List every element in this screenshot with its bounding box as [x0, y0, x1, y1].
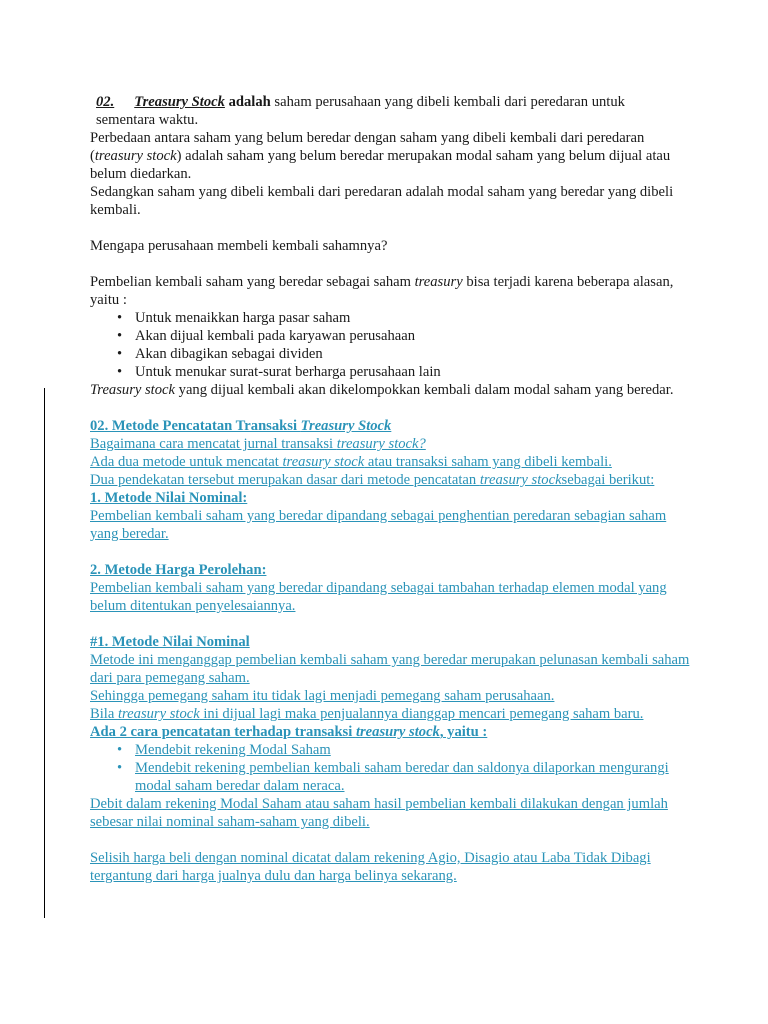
method2-title-text: 2. Metode Harga Perolehan:: [90, 562, 267, 578]
bullet-icon: •: [117, 346, 123, 362]
section-recording-methods: [90, 417, 690, 615]
text-span: ini dijual lagi maka penjualannya dianggap mencari pemegang saham baru.: [199, 706, 644, 722]
method2-description[interactable]: Pembelian kembali saham yang beredar dipandang sebagai tambahan terhadap elemen modal yang belum ditentukan penyelesaiannya.: [90, 580, 667, 614]
heading-number: 02.: [96, 94, 115, 110]
heading-continuation: sementara waktu.: [96, 112, 199, 128]
text-span: Bila: [90, 706, 118, 722]
heading-line: [90, 93, 690, 111]
nominal-paragraph-2[interactable]: Sehingga pemegang saham itu tidak lagi menjadi pemegang saham perusahaan.: [90, 688, 555, 704]
italic-term: Treasury stock: [90, 382, 175, 398]
list-item-text: Mendebit rekening pembelian kembali saham beredar dan saldonya dilaporkan mengurangi modal saham beredar dalam neraca.: [135, 760, 669, 794]
document-page: [90, 93, 690, 885]
section-title: [90, 417, 690, 435]
list-item: [90, 327, 690, 345]
text-span: Perbedaan antara saham yang belum beredar dengan saham yang dibeli kembali dari peredaran (: [90, 130, 645, 164]
section3-title-text: #1. Metode Nilai Nominal: [90, 634, 250, 650]
text-span: 02. Metode Pencatatan Transaksi: [90, 418, 301, 434]
heading-verb: adalah: [228, 94, 271, 110]
italic-term: treasury stock: [117, 706, 200, 722]
paragraph-reasons-intro: [90, 273, 690, 309]
nominal-paragraph-5[interactable]: Selisih harga beli dengan nominal dicatat dalam rekening Agio, Disagio atau Laba Tidak Dibagi tergantung dari harga jualnya dulu dan harga belinya sekarang.: [90, 850, 651, 884]
bullet-icon: •: [117, 310, 123, 326]
italic-term: treasury stock: [282, 454, 365, 470]
list-item-text: Akan dijual kembali pada karyawan perusahaan: [135, 328, 416, 344]
question-link[interactable]: [90, 435, 690, 453]
list-item: [90, 345, 690, 363]
margin-rule: [44, 388, 45, 918]
list-item-text: Akan dibagikan sebagai dividen: [135, 346, 323, 362]
italic-term: treasury stock: [355, 724, 440, 740]
bullet-icon: •: [117, 760, 123, 776]
italic-term: Treasury Stock: [300, 418, 392, 434]
ways-heading: [90, 723, 690, 741]
section-title-text: [90, 418, 391, 434]
paragraph-difference: [90, 129, 690, 183]
section3-title: [90, 633, 690, 651]
section-nominal-method: [90, 633, 690, 885]
text-span: , yaitu :: [439, 724, 488, 740]
text-span: Ada 2 cara pencatatan terhadap transaksi: [90, 724, 356, 740]
list-item-text: Untuk menukar surat-surat berharga perusahaan lain: [135, 364, 441, 380]
method1-description[interactable]: Pembelian kembali saham yang beredar dipandang sebagai penghentian peredaran sebagian saham yang beredar.: [90, 508, 667, 542]
paragraph-regroup: [90, 381, 690, 399]
nominal-paragraph-4[interactable]: Debit dalam rekening Modal Saham atau saham hasil pembelian kembali dilakukan dengan jumlah sebesar nilai nominal saham-saham yang dibeli.: [90, 796, 668, 830]
heading-term: Treasury Stock: [134, 94, 225, 110]
method1-title: [90, 489, 690, 507]
list-item[interactable]: [90, 759, 690, 795]
approach-link[interactable]: [90, 471, 690, 489]
list-item-text: Mendebit rekening Modal Saham: [135, 742, 331, 758]
text-span: Pembelian kembali saham yang beredar sebagai saham: [90, 274, 415, 290]
paragraph-outstanding: Sedangkan saham yang dibeli kembali dari peredaran adalah modal saham yang beredar yang dibeli kembali.: [90, 184, 674, 218]
text-span: yang dijual kembali akan dikelompokkan kembali dalam modal saham yang beredar.: [175, 382, 674, 398]
text-span: bisa terjadi karena beberapa alasan, yaitu :: [90, 274, 674, 308]
italic-term: treasury stock: [479, 472, 562, 488]
bullet-icon: •: [117, 742, 123, 758]
italic-term: treasury stock: [94, 148, 177, 164]
ways-heading-text: [90, 724, 487, 740]
two-methods-link[interactable]: [90, 453, 690, 471]
list-item[interactable]: [90, 741, 690, 759]
reasons-list: [90, 309, 690, 381]
nominal-paragraph-3[interactable]: [90, 705, 690, 723]
nominal-paragraph-1[interactable]: Metode ini menganggap pembelian kembali saham yang beredar merupakan pelunasan kembali saham dari para pemegang saham.: [90, 652, 690, 686]
ways-list: [90, 741, 690, 795]
text-span: Dua pendekatan tersebut merupakan dasar dari metode pencatatan: [90, 472, 480, 488]
list-item: [90, 309, 690, 327]
text-span: Ada dua metode untuk mencatat: [90, 454, 283, 470]
text-span: sebagai berikut:: [561, 472, 655, 488]
list-item-text: Untuk menaikkan harga pasar saham: [135, 310, 351, 326]
method1-title-text: 1. Metode Nilai Nominal:: [90, 490, 248, 506]
italic-term: treasury: [414, 274, 463, 290]
text-span: ) adalah saham yang belum beredar merupakan modal saham yang belum dijual atau belum diedarkan.: [90, 148, 671, 182]
method2-title: [90, 561, 690, 579]
text-span: atau transaksi saham yang dibeli kembali.: [364, 454, 612, 470]
list-item: [90, 363, 690, 381]
bullet-icon: •: [117, 328, 123, 344]
question-line: Mengapa perusahaan membeli kembali sahamnya?: [90, 238, 388, 254]
text-span: Bagaimana cara mencatat jurnal transaksi: [90, 436, 337, 452]
bullet-icon: •: [117, 364, 123, 380]
heading-rest: saham perusahaan yang dibeli kembali dari peredaran untuk: [274, 94, 625, 110]
italic-term: treasury stock?: [336, 436, 426, 452]
